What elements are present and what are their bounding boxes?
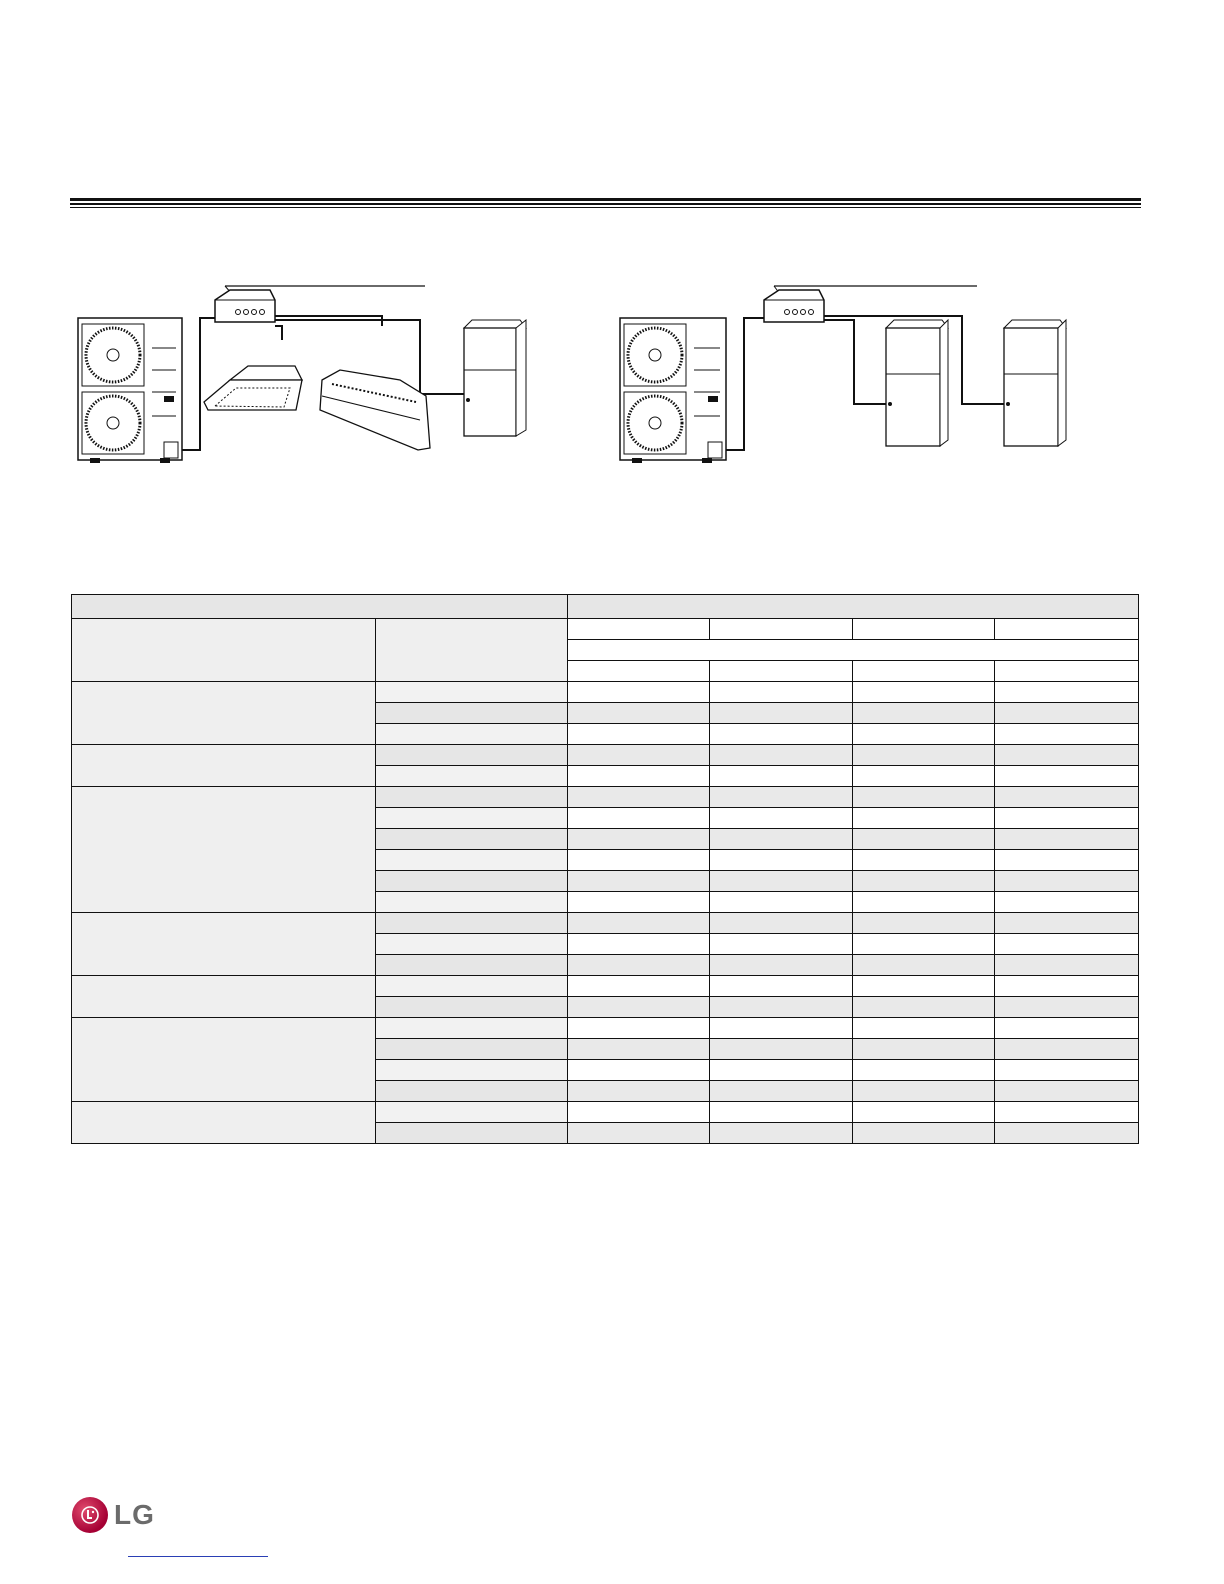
table-cell — [376, 766, 568, 787]
air-handler-indoor-unit-2 — [1004, 320, 1066, 446]
table-cell — [995, 997, 1139, 1018]
table-cell — [995, 1123, 1139, 1144]
table-cell — [710, 1018, 853, 1039]
table-cell — [995, 892, 1139, 913]
air-handler-indoor-unit-1 — [886, 320, 948, 446]
table-header-cell — [710, 661, 853, 682]
table-cell — [710, 1102, 853, 1123]
table-group-cell — [72, 1102, 376, 1144]
table-cell — [995, 1018, 1139, 1039]
table-cell — [995, 745, 1139, 766]
table-cell — [568, 745, 710, 766]
table-cell — [710, 1039, 853, 1060]
table-header-cell — [995, 661, 1139, 682]
table-cell — [568, 871, 710, 892]
table-cell — [995, 913, 1139, 934]
table-cell — [995, 682, 1139, 703]
table-cell — [995, 787, 1139, 808]
table-cell — [853, 955, 995, 976]
table-cell — [995, 1102, 1139, 1123]
branch-distribution-unit — [764, 290, 824, 322]
table-cell — [853, 766, 995, 787]
table-cell — [853, 787, 995, 808]
table-cell — [995, 1039, 1139, 1060]
table-header-cell — [710, 619, 853, 640]
table-row — [72, 682, 1139, 703]
table-cell — [710, 766, 853, 787]
specification-table — [71, 594, 1139, 1144]
table-cell — [710, 871, 853, 892]
branch-distribution-unit — [215, 290, 275, 322]
table-cell — [710, 703, 853, 724]
table-header-cell — [853, 619, 995, 640]
wall-mounted-indoor-unit — [320, 370, 430, 450]
table-cell — [568, 1039, 710, 1060]
table-cell — [995, 703, 1139, 724]
table-cell — [853, 976, 995, 997]
table-cell — [568, 850, 710, 871]
table-cell — [376, 829, 568, 850]
table-cell — [710, 850, 853, 871]
table-cell — [853, 703, 995, 724]
table-cell — [710, 997, 853, 1018]
table-cell — [853, 724, 995, 745]
table-cell — [568, 724, 710, 745]
table-header-row — [72, 595, 1139, 619]
table-cell — [995, 850, 1139, 871]
table-cell — [710, 787, 853, 808]
system-diagram-mixed-indoor-units — [70, 270, 550, 470]
table-group-cell — [72, 682, 376, 745]
table-cell — [710, 682, 853, 703]
table-cell — [376, 682, 568, 703]
table-row — [72, 787, 1139, 808]
table-cell — [568, 913, 710, 934]
table-cell — [853, 682, 995, 703]
table-cell — [853, 1060, 995, 1081]
table-cell — [853, 1039, 995, 1060]
table-cell — [568, 934, 710, 955]
table-row — [72, 1102, 1139, 1123]
table-cell — [568, 766, 710, 787]
outdoor-unit — [620, 318, 726, 463]
table-cell — [710, 1060, 853, 1081]
table-cell — [710, 829, 853, 850]
lg-logo-icon — [72, 1497, 108, 1533]
table-cell — [710, 1123, 853, 1144]
header-rule-thick — [70, 198, 1141, 201]
table-cell — [376, 808, 568, 829]
table-row — [72, 745, 1139, 766]
table-cell — [568, 955, 710, 976]
table-cell — [995, 955, 1139, 976]
table-group-cell — [72, 913, 376, 976]
table-cell — [710, 976, 853, 997]
table-cell — [568, 787, 710, 808]
table-header-cell — [72, 595, 568, 619]
lg-logo-text: LG — [114, 1499, 155, 1530]
table-cell — [853, 745, 995, 766]
table-cell — [853, 829, 995, 850]
table-cell — [853, 808, 995, 829]
table-cell — [710, 745, 853, 766]
cassette-indoor-unit — [204, 366, 302, 410]
table-header-cell — [568, 619, 710, 640]
table-cell — [853, 892, 995, 913]
table-cell — [853, 1102, 995, 1123]
system-diagram-air-handlers — [612, 270, 1092, 470]
table-cell — [853, 1081, 995, 1102]
table-cell — [995, 766, 1139, 787]
table-cell — [376, 1102, 568, 1123]
table-header-cell — [72, 619, 376, 682]
table-cell — [853, 997, 995, 1018]
table-row — [72, 913, 1139, 934]
table-cell — [710, 892, 853, 913]
table-cell — [995, 829, 1139, 850]
table-cell — [995, 976, 1139, 997]
table-cell — [568, 1018, 710, 1039]
table-cell — [568, 682, 710, 703]
table-cell — [853, 871, 995, 892]
table-header-cell — [995, 619, 1139, 640]
table-cell — [853, 913, 995, 934]
table-cell — [376, 745, 568, 766]
table-cell — [995, 724, 1139, 745]
table-cell — [376, 787, 568, 808]
table-cell — [568, 1123, 710, 1144]
table-header-cell — [376, 619, 568, 682]
header-rule-hairline — [70, 207, 1141, 208]
table-group-cell — [72, 976, 376, 1018]
table-cell — [376, 871, 568, 892]
table-cell — [995, 1081, 1139, 1102]
table-cell — [853, 1123, 995, 1144]
table-cell — [568, 1102, 710, 1123]
table-group-cell — [72, 787, 376, 913]
table-row — [72, 1018, 1139, 1039]
table-header-cell — [568, 595, 1139, 619]
table-cell — [376, 934, 568, 955]
footer-link-underline[interactable] — [128, 1556, 268, 1557]
table-header-cell — [568, 640, 1139, 661]
table-cell — [710, 808, 853, 829]
table-cell — [568, 1060, 710, 1081]
table-cell — [568, 997, 710, 1018]
table-cell — [376, 913, 568, 934]
table-cell — [710, 913, 853, 934]
table-cell — [376, 703, 568, 724]
table-cell — [376, 955, 568, 976]
outdoor-unit — [78, 318, 182, 463]
table-cell — [710, 1081, 853, 1102]
table-cell — [376, 1123, 568, 1144]
table-cell — [568, 892, 710, 913]
table-cell — [710, 955, 853, 976]
table-cell — [710, 724, 853, 745]
table-cell — [376, 1060, 568, 1081]
table-cell — [568, 808, 710, 829]
header-rule-thin — [70, 203, 1141, 205]
table-cell — [376, 1039, 568, 1060]
lg-logo — [72, 1497, 162, 1537]
table-cell — [853, 934, 995, 955]
table-cell — [568, 703, 710, 724]
table-row — [72, 976, 1139, 997]
table-cell — [995, 1060, 1139, 1081]
table-header-cell — [568, 661, 710, 682]
table-cell — [995, 871, 1139, 892]
table-cell — [710, 934, 853, 955]
table-cell — [376, 1018, 568, 1039]
table-cell — [376, 997, 568, 1018]
table-cell — [568, 1081, 710, 1102]
table-cell — [376, 976, 568, 997]
air-handler-indoor-unit — [464, 320, 526, 436]
table-group-cell — [72, 745, 376, 787]
table-subheader-row — [72, 619, 1139, 640]
table-cell — [376, 850, 568, 871]
table-group-cell — [72, 1018, 376, 1102]
table-cell — [376, 724, 568, 745]
table-header-cell — [853, 661, 995, 682]
table-cell — [376, 1081, 568, 1102]
table-cell — [853, 850, 995, 871]
table-cell — [995, 934, 1139, 955]
table-cell — [376, 892, 568, 913]
table-cell — [568, 976, 710, 997]
table-cell — [995, 808, 1139, 829]
table-cell — [853, 1018, 995, 1039]
table-cell — [568, 829, 710, 850]
